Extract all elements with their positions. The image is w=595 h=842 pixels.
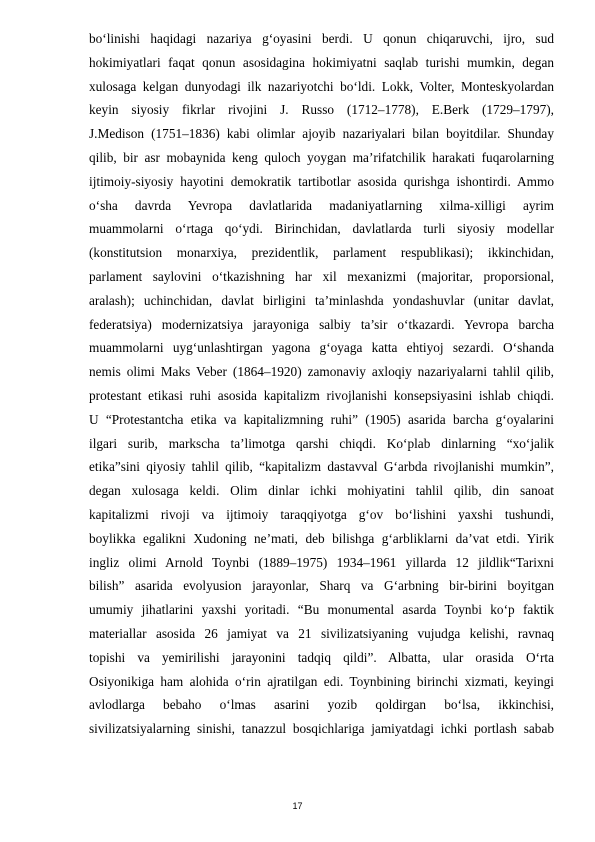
text-line: degan xulosaga keldi. Olim dinlar ichki mohiyatini tahlil qilib, din sanoat	[89, 483, 554, 499]
document-body	[89, 27, 554, 741]
text-line: bo‘linishi haqidagi nazariya g‘oyasini berdi. U qonun chiqaruvchi, ijro, sud	[89, 31, 554, 46]
text-line: protestant etikasi ruhi asosida kapitalizm rivojlanishi konsepsiyasini ishlab chiqdi.	[89, 387, 554, 403]
text-line: (konstitutsion monarxiya, prezidentlik, parlament respublikasi); ikkinchidan,	[89, 245, 554, 261]
text-line: muammolarni o‘rtaga qo‘ydi. Birinchidan, davlatlarda turli siyosiy modellar	[89, 221, 554, 237]
text-line: bilish” asarida evolyusion jarayonlar, Sharq va G‘arbning bir-birini boyitgan	[89, 578, 554, 594]
text-line: muammolarni uyg‘unlashtirgan yagona g‘oyaga katta ehtiyoj sezardi. O‘shanda	[89, 340, 554, 356]
text-line: qilib, bir asr mobaynida keng quloch yoygan ma’rifatchilik harakati fuqarolarning	[89, 149, 554, 165]
text-line: aralash); uchinchidan, davlat birligini ta’minlashda yondashuvlar (unitar davlat,	[89, 292, 554, 308]
text-line: J.Medison (1751–1836) kabi olimlar ajoyib nazariyalari bilan boyitdilar. Shunday	[89, 126, 554, 142]
text-line: keyin siyosiy fikrlar rivojini J. Russo (1712–1778), E.Berk (1729–1797),	[89, 102, 554, 118]
text-line: sivilizatsiyalarning sinishi, tanazzul bosqichlariga jamiyatdagi ichki portlash sabab	[89, 721, 554, 737]
text-line: ilgari surib, markscha ta’limotga qarshi chiqdi. Ko‘plab dinlarning “xo‘jalik	[89, 435, 554, 451]
text-line: hokimiyatlari faqat qonun asosidagina hokimiyatni saqlab turishi mumkin, degan	[89, 54, 554, 70]
text-line: avlodlarga bebaho o‘lmas asarini yozib qoldirgan bo‘lsa, ikkinchisi,	[89, 697, 554, 713]
text-line: umumiy jihatlarini yaxshi yoritadi. “Bu monumental asarda Toynbi ko‘p faktik	[89, 602, 554, 618]
text-line: kapitalizmi rivoji va ijtimoiy taraqqiyotga g‘ov bo‘lishini yaxshi tushundi,	[89, 506, 554, 522]
page-number: 17	[292, 801, 303, 811]
text-line: o‘sha davrda Yevropa davlatlarida madaniyatlarning xilma-xilligi ayrim	[89, 197, 554, 213]
text-line: etika”sini qiyosiy tahlil qilib, “kapitalizm dastavval G‘arbda rivojlanishi mumkin”,	[89, 459, 554, 475]
text-line: materiallar asosida 26 jamiyat va 21 sivilizatsiyaning vujudga kelishi, ravnaq	[89, 625, 554, 641]
text-line: xulosaga kelgan dunyodagi ilk nazariyotchi bo‘ldi. Lokk, Volter, Monteskyolardan	[89, 78, 554, 94]
text-line: ingliz olimi Arnold Toynbi (1889–1975) 1934–1961 yillarda 12 jildlik“Tarixni	[89, 554, 554, 570]
text-line: topishi va yemirilishi jarayonini tadqiq qildi”. Albatta, ular orasida O‘rta	[89, 649, 554, 665]
text-line: U “Protestantcha etika va kapitalizmning ruhi” (1905) asarida barcha g‘oyalarini	[89, 411, 554, 427]
text-line: parlament saylovini o‘tkazishning har xil mexanizmi (majoritar, proporsional,	[89, 268, 554, 284]
text-line: federatsiya) modernizatsiya jarayoniga salbiy ta’sir o‘tkazardi. Yevropa barcha	[89, 316, 554, 332]
text-line: Osiyonikiga ham alohida o‘rin ajratilgan edi. Toynbining birinchi xizmati, keyingi	[89, 673, 554, 689]
text-line: ijtimoiy-siyosiy hayotini demokratik tartibotlar asosida qurishga ishontirdi. Ammo	[89, 173, 554, 189]
text-line: nemis olimi Maks Veber (1864–1920) zamonaviy axloqiy nazariyalarni tahlil qilib,	[89, 364, 554, 380]
text-line: boylikka egalikni Xudoning ne’mati, deb bilishga g‘arbliklarni da’vat etdi. Yirik	[89, 530, 554, 546]
